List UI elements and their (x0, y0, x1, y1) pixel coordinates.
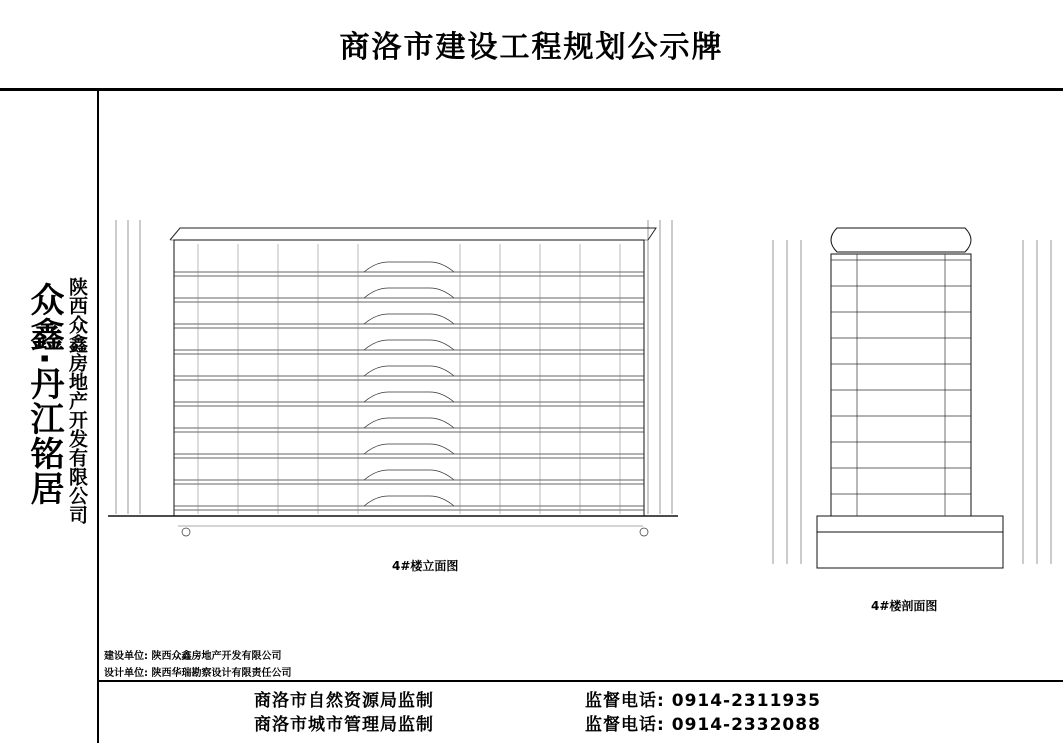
supervision-phone-row-1 (585, 686, 821, 711)
project-name: 众鑫·丹江铭居 (24, 282, 64, 506)
board-title: 商洛市建设工程规划公示牌 (339, 30, 724, 65)
supervision-phone-1: 0914-2311935 (671, 691, 821, 711)
header-divider (0, 88, 1063, 91)
elevation-caption: 4#楼立面图 (392, 559, 459, 573)
construction-unit-label: 建设单位: (104, 651, 148, 662)
footer-divider (97, 680, 1063, 682)
elevation-drawing (108, 214, 678, 544)
construction-unit (104, 647, 281, 662)
supervision-authority-2: 商洛市城市管理局监制 (254, 715, 434, 735)
developer-name: 陕西众鑫房地产开发有限公司 (66, 277, 88, 524)
supervision-phone-2: 0914-2332088 (671, 715, 821, 735)
design-unit (104, 664, 291, 679)
supervision-authority-1: 商洛市自然资源局监制 (254, 691, 434, 711)
section-caption: 4#楼剖面图 (871, 599, 938, 613)
sidebar-divider (97, 90, 99, 743)
design-unit-value: 陕西华瑞勘察设计有限责任公司 (151, 668, 292, 679)
section-drawing (765, 214, 1055, 574)
design-unit-label: 设计单位: (104, 668, 148, 679)
supervision-phone-row-2 (585, 710, 821, 735)
supervision-phone-label-2: 监督电话: (585, 715, 665, 735)
construction-unit-value: 陕西众鑫房地产开发有限公司 (151, 651, 282, 662)
supervision-phone-label-1: 监督电话: (585, 691, 665, 711)
